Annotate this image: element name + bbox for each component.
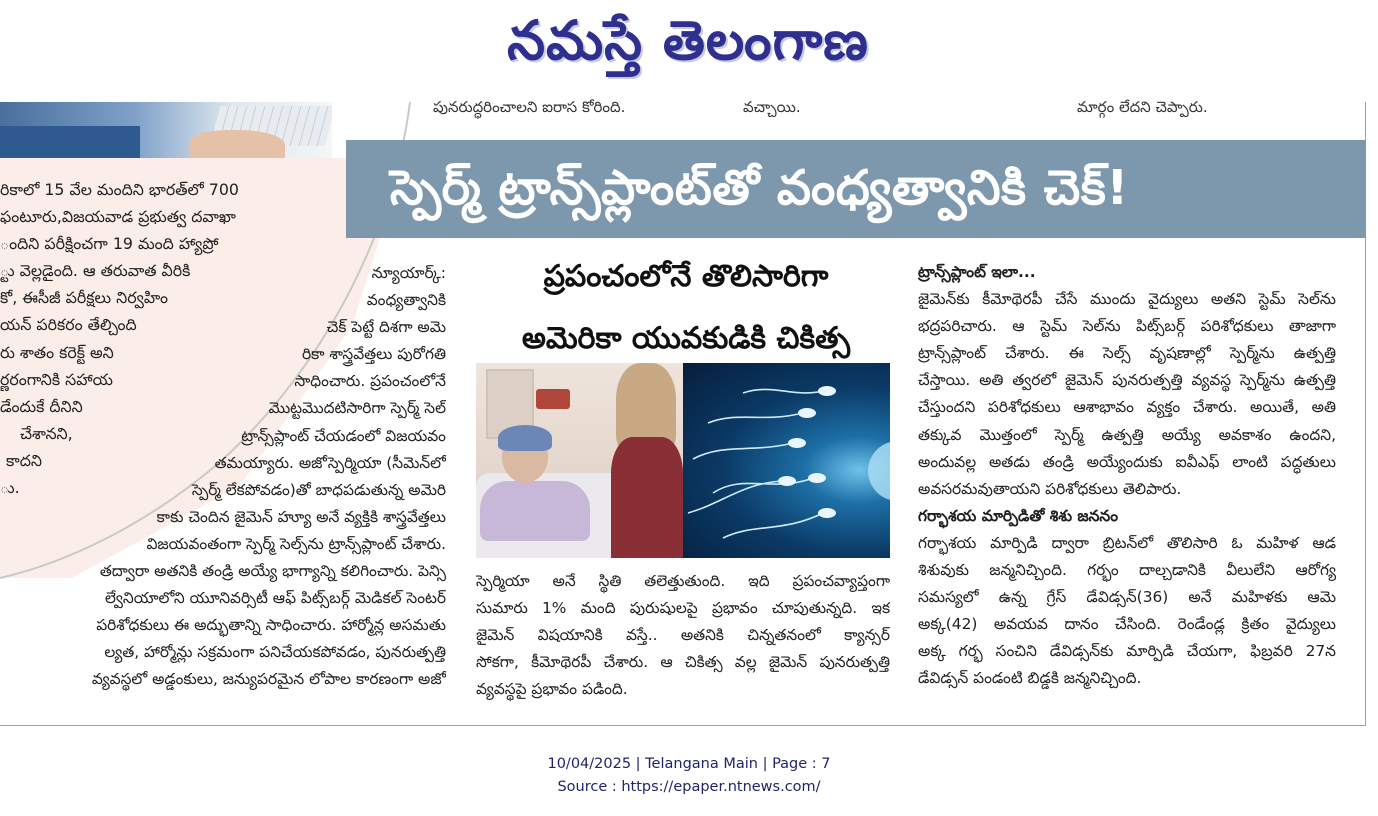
- article-right-column: [918, 259, 1336, 693]
- text-line: డేందుకే దీనిని: [0, 396, 83, 416]
- article-subhead-line-1: ప్రపంచంలోనే తొలిసారిగా: [543, 259, 829, 294]
- snippet-text-3: మార్గం లేదని చెప్పారు.: [1077, 98, 1208, 116]
- text-line: అందువల్ల అతడు తండ్రి అయ్యేందుకు ఐవీఎఫ్ లాంటి పద్ధతులు: [918, 452, 1336, 471]
- text-line: కాదని: [6, 450, 42, 470]
- photo-wall-box: [536, 389, 570, 409]
- sperm-cells-graphic: [683, 363, 890, 558]
- footer-edition-info: 10/04/2025 | Telangana Main | Page : 7: [547, 756, 831, 772]
- text-line: కాకు చెందిన జైమెన్ హ్యూ అనే వ్యక్తికి శాస్త్రవేత్తలు: [156, 507, 446, 526]
- photo-sleeve: [0, 126, 140, 158]
- text-line: అక్క గర్భ సంచిని డేవిడ్సన్‌కు మార్పిడి చేయగా, ఫిబ్రవరి 27న: [918, 642, 1336, 661]
- text-line: విజయవంతంగా స్పెర్మ్ సెల్స్‌ను ట్రాన్స్‌ప్లాంట్ చేశారు.: [146, 534, 446, 553]
- text-line: వ్యవస్థలో అడ్డంకులు, జన్యుపరమైన లోపాల కారణంగా అజో: [91, 670, 446, 689]
- text-line: సుమారు 1% మంది పురుషులపై ప్రభావం చూపుతున్నది. ఇక: [476, 599, 890, 618]
- text-line: రికా శాస్త్రవేత్తలు పురోగతి: [301, 345, 446, 364]
- photo-patient: [480, 481, 590, 541]
- section-subheading: గర్భాశయ మార్పిడితో శిశు జననం: [918, 506, 1119, 525]
- text-line: చెక్ పెట్టే దిశగా అమె: [326, 318, 446, 337]
- photo-visitor: [611, 437, 683, 558]
- text-line: ర్ణరంగానికి సహాయ: [0, 369, 113, 389]
- text-line: జైమెన్ విషయానికి వస్తే.. అతనికి చిన్నతనంలో క్యాన్సర్: [476, 626, 890, 645]
- text-line: అవసరమవుతాయని పరిశోధకులు తెలిపారు.: [918, 479, 1182, 498]
- text-line: గర్భాశయ మార్పిడి ద్వారా బ్రిటన్‌లో తొలిసారి ఓ మహిళ ఆడ: [918, 533, 1336, 552]
- text-line: రికాలో 15 వేల మందిని భారత్‌లో 700: [0, 180, 239, 199]
- photo-hand: [190, 130, 285, 158]
- text-line: ందిని పరీక్షించగా 19 మంది హ్యాప్రో: [0, 234, 219, 254]
- text-line: ట్రాన్స్‌ప్లాంట్ చేశారు. ఈ సెల్స్ వృషణాల్లో స్పెర్మ్‌ను ఉత్పత్తి: [918, 344, 1336, 363]
- hospital-photo: [476, 363, 683, 558]
- text-line: జైమెన్‌కు కీమోథెరపీ చేసే ముందు వైద్యులు అతని స్టెమ్ సెల్‌ను: [918, 290, 1336, 309]
- text-line: యన్ పరికరం తేల్చింది: [0, 315, 137, 335]
- text-line: కో, ఈసీజీ పరీక్షలు నిర్వహిం: [0, 288, 168, 308]
- text-line: అక్క(42) అవయవ దానం చేసింది. రెండేండ్ల క్రితం వైద్యులు: [918, 615, 1336, 634]
- dateline: న్యూయార్క్:: [371, 264, 446, 282]
- article-headline: స్పెర్మ్ ట్రాన్స్‌ప్లాంట్‌తో వంధ్యత్వానికి చెక్!: [390, 160, 1129, 216]
- masthead: [0, 0, 1378, 96]
- masthead-logo: నమస్తే తెలంగాణ: [507, 9, 869, 72]
- text-line: చేస్తాయి. అతి త్వరలో జైమెన్ పునరుత్పత్తి వ్యవస్థ స్పెర్మ్‌ను ఉత్పత్తి: [918, 371, 1336, 390]
- text-line: సమస్యలో ఉన్న గ్రేస్ డేవిడ్సన్(36) అనే మహిళకు ఆమె: [918, 588, 1336, 607]
- text-line: సోకగా, కీమోథెరపీ చేశారు. ఆ చికిత్స వల్ల జైమెన్ పునరుత్పత్తి: [476, 653, 890, 672]
- text-line: తద్వారా అతనికి తండ్రి అయ్యే భాగ్యాన్ని కలిగించారు. పెన్సి: [99, 562, 446, 581]
- text-line: ు.: [0, 478, 20, 498]
- article-middle-column: [476, 568, 890, 703]
- text-line: శిశువుకు జన్మనిచ్చింది. గర్భం దాల్చడానికి వీలులేని ఆరోగ్య: [918, 561, 1336, 580]
- text-line: ల్యత, హార్మోన్లు సక్రమంగా పనిచేయకపోవడం, పునరుత్పత్తి: [104, 643, 446, 662]
- text-line: చేశానని,: [20, 423, 73, 443]
- text-line: వ్యవస్థపై ప్రభావం పడింది.: [476, 680, 628, 699]
- text-line: తమయ్యారు. అజోస్పెర్మియా (సీమెన్‌లో: [214, 453, 446, 472]
- text-line: స్పెర్మియా అనే స్థితి తలెత్తుతుంది. ఇది ప్రపంచవ్యాప్తంగా: [476, 572, 890, 590]
- article-left-column: [30, 260, 446, 694]
- footer-source-link[interactable]: Source : https://epaper.ntnews.com/: [557, 779, 821, 795]
- text-line: మొట్టమొదటిసారిగా స్పెర్మ్ సెల్: [268, 399, 446, 418]
- text-line: వంధ్యత్వానికి: [366, 291, 446, 310]
- left-article-photo: [0, 102, 332, 158]
- sperm-illustration: [683, 363, 890, 558]
- photo-patient-cap: [498, 425, 552, 451]
- section-subheading: ట్రాన్స్‌ప్లాంట్ ఇలా...: [918, 263, 1036, 281]
- snippet-text-2: వచ్చాయి.: [743, 98, 801, 116]
- text-line: పరిశోధకులు ఈ అద్భుతాన్ని సాధించారు. హార్మోన్ల అసమతు: [96, 616, 446, 635]
- text-line: తక్కువ మొత్తంలో స్పెర్మ్ ఉత్పత్తి అయ్యే అవకాశం ఉందని,: [918, 425, 1336, 444]
- text-line: స్పెర్మ్ లేకపోవడం)తో బాధపడుతున్న అమెరి: [191, 480, 446, 499]
- text-line: భద్రపరిచారు. ఆ స్టెమ్ సెల్‌ను పిట్స్‌బర్గ్ పరిశోధకులు తాజాగా: [918, 317, 1336, 336]
- article-subhead-line-2: అమెరికా యువకుడికి చికిత్స: [521, 321, 851, 356]
- text-line: చేస్తుందని పరిశోధకులు ఆశాభావం వ్యక్తం చేశారు. అయితే, అతి: [918, 398, 1336, 417]
- article-photo: [476, 363, 890, 558]
- text-line: డేవిడ్సన్ పండంటి బిడ్డకి జన్మనిచ్చింది.: [918, 669, 1142, 688]
- text-line: సాధించారు. ప్రపంచంలోనే: [294, 372, 446, 391]
- text-line: రు శాతం కరెక్ట్ అని: [0, 342, 114, 362]
- snippet-text-1: పునరుద్ధరించాలని ఐరాస కోరింది.: [433, 98, 626, 116]
- text-line: ్టు వెల్లడైంది. ఆ తరువాత వీరికి: [0, 261, 191, 281]
- text-line: ఫంటూరు,విజయవాడ ప్రభుత్వ దవాఖా: [0, 207, 236, 227]
- text-line: ల్వేనియాలోని యూనివర్సిటీ ఆఫ్ పిట్స్‌బర్గ్ మెడికల్ సెంటర్: [104, 589, 446, 608]
- text-line: ట్రాన్స్‌ప్లాంట్ చేయడంలో విజయవం: [241, 426, 446, 445]
